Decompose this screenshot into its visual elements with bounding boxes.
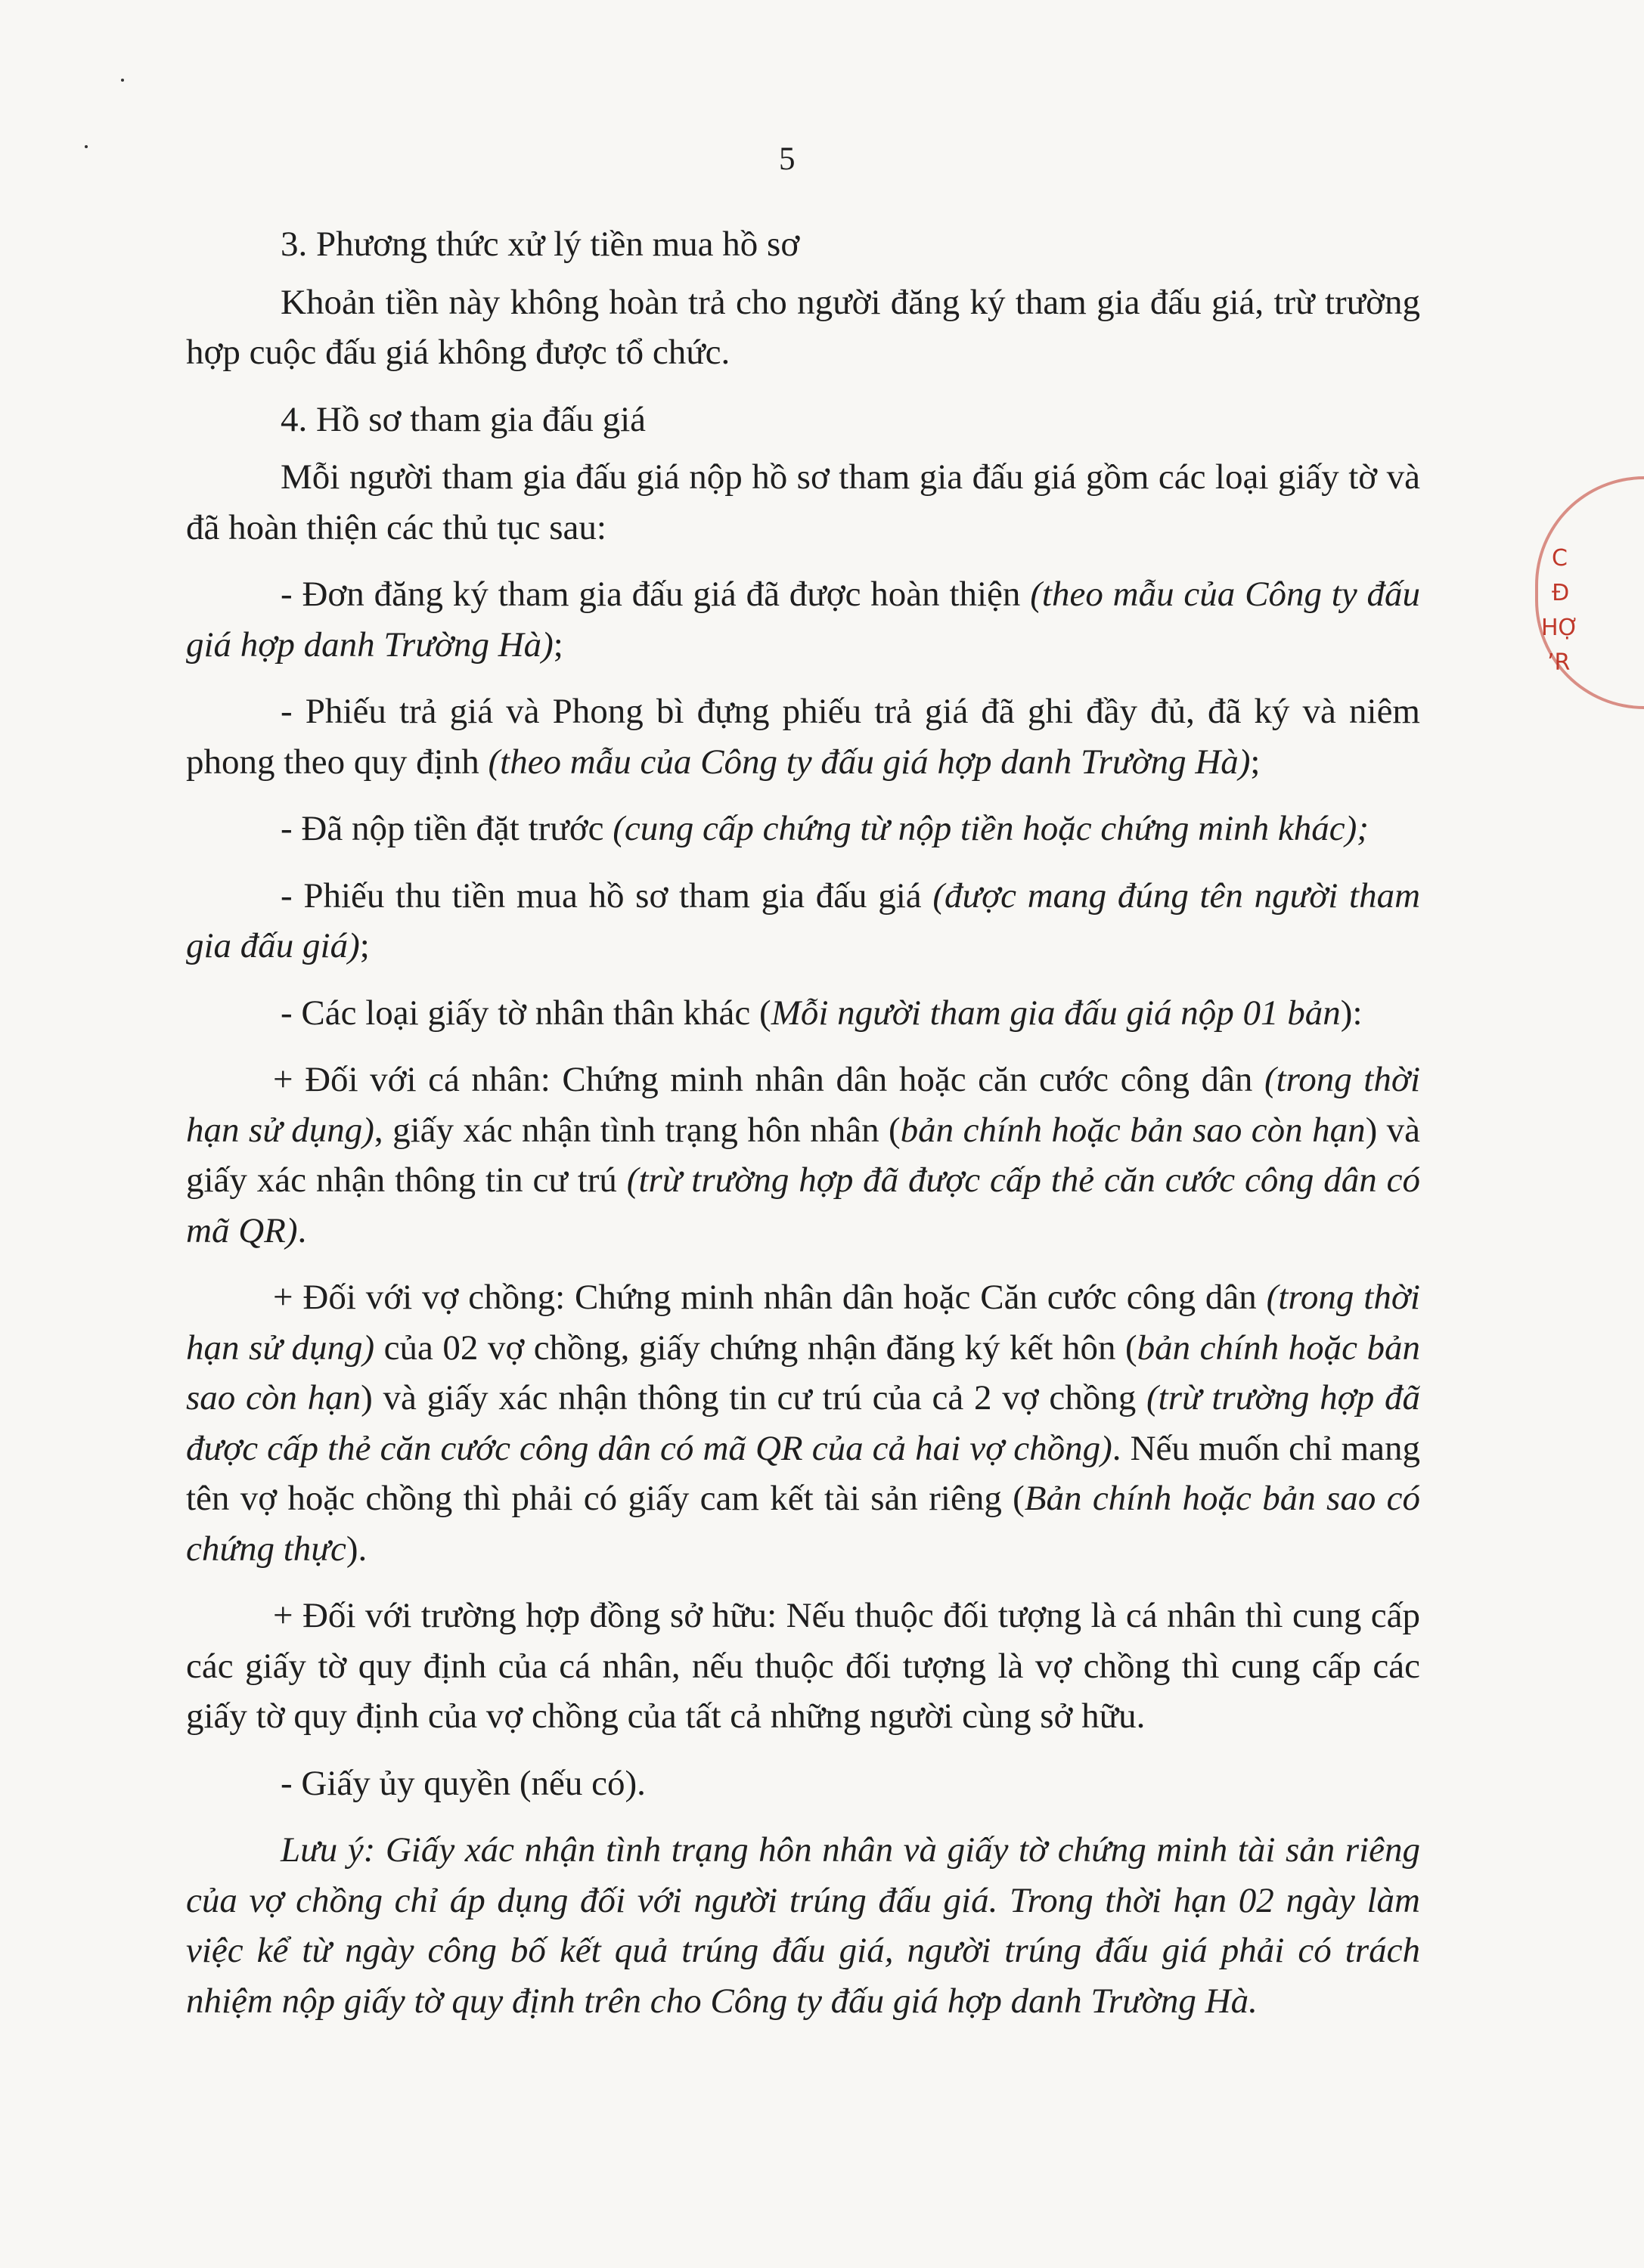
list-item-receipt: - Phiếu thu tiền mua hồ sơ tham gia đấu giá (được mang đúng tên người tham gia đấu giá); <box>186 875 1421 965</box>
section-3-text: Khoản tiền này không hoàn trả cho người đăng ký tham gia đấu giá, trừ trường hợp cuộc đấu giá không được tổ chức. <box>186 282 1420 372</box>
page-number: 5 <box>779 141 796 177</box>
section-4-intro: Mỗi người tham gia đấu giá nộp hồ sơ tham gia đấu giá gồm các loại giấy tờ và đã hoàn thiện các thủ tục sau: <box>186 457 1420 547</box>
note-paragraph: Lưu ý: Giấy xác nhận tình trạng hôn nhân và giấy tờ chứng minh tài sản riêng của vợ chồng chỉ áp dụng đối với người trúng đấu giá. Trong thời hạn 02 ngày làm việc kể từ ngày công bố kết quả trúng đấu giá, người trúng đấu giá phải có trách nhiệm nộp giấy tờ quy định trên cho Công ty đấu giá hợp danh Trường Hà. <box>186 1830 1420 2021</box>
subitem-individual: + Đối với cá nhân: Chứng minh nhân dân hoặc căn cước công dân (trong thời hạn sử dụng), giấy xác nhận tình trạng hôn nhân (bản chính hoặc bản sao còn hạn) và giấy xác nhận thông tin cư trú (trừ trường hợp đã được cấp thẻ căn cước công dân có mã QR). <box>186 1060 1421 1250</box>
subitem-co-owner: + Đối với trường hợp đồng sở hữu: Nếu thuộc đối tượng là cá nhân thì cung cấp các giấy tờ quy định của cá nhân, nếu thuộc đối tượng là vợ chồng thì cung cấp các giấy tờ quy định của vợ chồng của tất cả những người cùng sở hữu. <box>186 1596 1420 1736</box>
list-item-personal-papers: - Các loại giấy tờ nhân thân khác (Mỗi người tham gia đấu giá nộp 01 bản): <box>281 993 1363 1033</box>
section-3-heading: 3. Phương thức xử lý tiền mua hồ sơ <box>281 225 800 264</box>
red-stamp-fragment <box>1535 476 1579 703</box>
list-item-deposit: - Đã nộp tiền đặt trước (cung cấp chứng từ nộp tiền hoặc chứng minh khác); <box>281 809 1369 848</box>
scan-speck <box>85 145 88 148</box>
list-item-application-form: - Đơn đăng ký tham gia đấu giá đã được hoàn thiện (theo mẫu của Công ty đấu giá hợp danh Trường Hà); <box>186 575 1421 665</box>
stamp-text: C Đ HỢ ʼR <box>1541 545 1579 676</box>
list-item-power-of-attorney: - Giấy ủy quyền (nếu có). <box>281 1763 646 1803</box>
list-item-bid-slip: - Phiếu trả giá và Phong bì đựng phiếu trả giá đã ghi đầy đủ, đã ký và niêm phong theo quy định (theo mẫu của Công ty đấu giá hợp danh Trường Hà); <box>186 692 1420 782</box>
document-body <box>186 219 1420 2034</box>
section-4-heading: 4. Hồ sơ tham gia đấu giá <box>281 399 647 439</box>
scan-speck <box>121 79 124 82</box>
subitem-couple: + Đối với vợ chồng: Chứng minh nhân dân hoặc Căn cước công dân (trong thời hạn sử dụng) của 02 vợ chồng, giấy chứng nhận đăng ký kết hôn (bản chính hoặc bản sao còn hạn) và giấy xác nhận thông tin cư trú của cả 2 vợ chồng (trừ trường hợp đã được cấp thẻ căn cước công dân có mã QR của cả hai vợ chồng). Nếu muốn chỉ mang tên vợ hoặc chồng thì phải có giấy cam kết tài sản riêng (Bản chính hoặc bản sao có chứng thực). <box>186 1278 1421 1569</box>
